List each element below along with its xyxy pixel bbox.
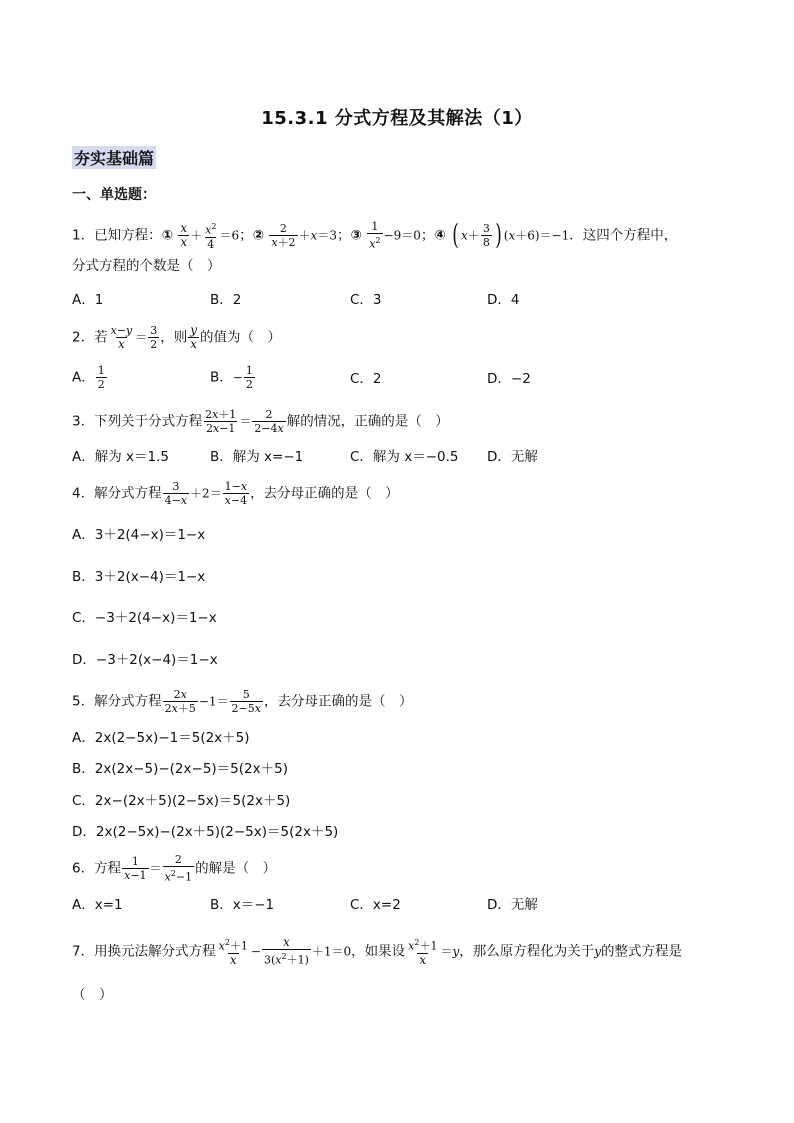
q5-option-a: A．2x(2−5x)−1＝5(2x＋5) — [72, 730, 250, 746]
question-4: 4．解分式方程 $\frac{3}{4-x}$ ＋2＝ $\frac{1-x}{x-4}$ ，去分母正确的是（ ） — [72, 480, 399, 507]
q2-option-b: B．− $\frac{1}{2}$ — [210, 364, 253, 391]
section-heading: 夯实基础篇 — [72, 146, 156, 169]
q4-option-d: D．−3＋2(x−4)＝1−x — [72, 652, 218, 668]
q4-option-b: B．3＋2(x−4)＝1−x — [72, 569, 206, 585]
subsection-heading: 一、单选题： — [72, 187, 156, 203]
question-1-line2: 分式方程的个数是（ ） — [72, 258, 221, 274]
q1-option-d: D．4 — [487, 292, 520, 308]
q5-option-c: C．2x−(2x＋5)(2−5x)＝5(2x＋5) — [72, 793, 291, 809]
q4-option-a: A．3＋2(4−x)＝1−x — [72, 527, 206, 543]
question-6: 6．方程 $\frac{1}{x-1}$ ＝ $\frac{2}{x^2-1}$ 的解是（ ） — [72, 853, 277, 884]
question-7-line2: （ ） — [72, 987, 113, 1003]
q6-option-a: A．x=1 — [72, 897, 123, 913]
q2-option-a: A． $\frac{1}{2}$ — [72, 364, 105, 391]
q1-option-b: B．2 — [210, 292, 242, 308]
q3-option-c: C．解为 x＝−0.5 — [350, 449, 459, 465]
page-title: 15.3.1 分式方程及其解法（1） — [261, 108, 533, 129]
q6-option-b: B．x＝−1 — [210, 897, 275, 913]
q3-option-d: D．无解 — [487, 449, 538, 465]
question-7: 7．用换元法解分式方程 $\frac{x^2+1}{x}$ − $\frac{x}{3(x^2+1)}$ ＋1＝0，如果设 $\frac{x^2+1}{x}$ ＝y，那么原方程化为关于y的整式方程是 — [72, 935, 683, 967]
q5-option-b: B．2x(2x−5)−(2x−5)＝5(2x＋5) — [72, 761, 288, 777]
question-1: 1．已知方程：① $\frac{x}{x}$ ＋ $\frac{x^2}{4}$ ＝6；② $\frac{2}{x+2}$ ＋x＝3；③ $\frac{1}{x^2}$ −9＝0；④ ( x＋ $\frac{3}{8}$ ) (x＋6)＝−1．这四个方程中， — [72, 218, 678, 252]
q1-option-c: C．3 — [350, 292, 382, 308]
question-5: 5．解分式方程 $\frac{2x}{2x+5}$ −1＝ $\frac{5}{2-5x}$ ，去分母正确的是（ ） — [72, 688, 413, 715]
q6-option-c: C．x=2 — [350, 897, 401, 913]
q2-option-d: D．−2 — [487, 371, 531, 387]
q3-option-b: B．解为 x=−1 — [210, 449, 304, 465]
q5-option-d: D．2x(2−5x)−(2x＋5)(2−5x)＝5(2x＋5) — [72, 824, 339, 840]
q6-option-d: D．无解 — [487, 897, 538, 913]
q4-option-c: C．−3＋2(4−x)＝1−x — [72, 610, 217, 626]
q2-option-c: C．2 — [350, 371, 382, 387]
q1-option-a: A．1 — [72, 292, 104, 308]
question-2: 2．若 $\frac{x-y}{x}$ ＝ $\frac{3}{2}$ ，则 $\frac{y}{x}$ 的值为（ ） — [72, 323, 282, 351]
question-3: 3．下列关于分式方程 $\frac{2x+1}{2x-1}$ ＝ $\frac{2}{2-4x}$ 解的情况，正确的是（ ） — [72, 408, 449, 435]
q3-option-a: A．解为 x＝1.5 — [72, 449, 169, 465]
